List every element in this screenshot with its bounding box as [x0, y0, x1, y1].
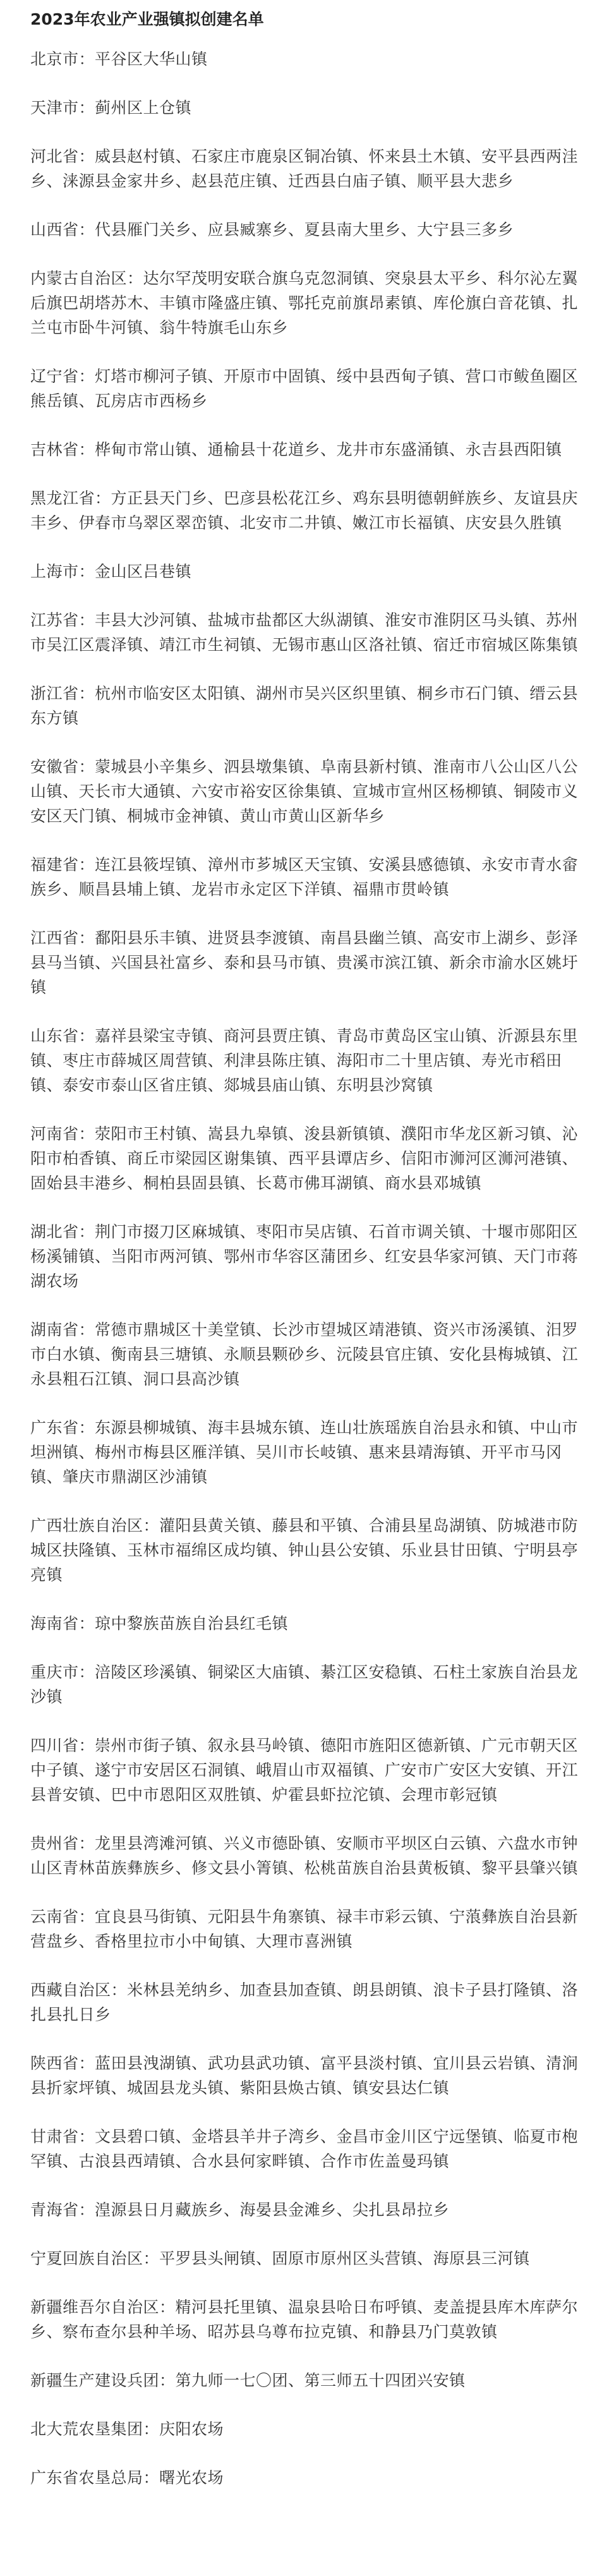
- town-names: 曙光农场: [159, 2469, 224, 2487]
- region-label: 宁夏回族自治区：: [30, 2249, 160, 2268]
- region-label: 广东省：: [30, 1418, 95, 1437]
- region-label: 江苏省：: [30, 611, 95, 629]
- list-item: [30, 1415, 579, 1489]
- list-item: [30, 2198, 579, 2222]
- list-item: [30, 266, 579, 340]
- list-item: [30, 2246, 579, 2271]
- town-names: 嘉祥县梁宝寺镇、商河县贾庄镇、青岛市黄岛区宝山镇、沂源县东里镇、枣庄市薛城区周营镇、利津县陈庄镇、海阳市二十里店镇、寿光市稻田镇、泰安市泰山区省庄镇、郯城县庙山镇、东明县沙窝镇: [30, 1027, 579, 1094]
- list-item: [30, 437, 579, 462]
- list-item: [30, 2368, 579, 2393]
- town-names: 达尔罕茂明安联合旗乌克忽洞镇、突泉县太平乡、科尔沁左翼后旗巴胡塔苏木、丰镇市隆盛庄镇、鄂托克前旗昂素镇、库伦旗白音花镇、扎兰屯市卧牛河镇、翁牛特旗毛山东乡: [30, 269, 579, 337]
- town-names: 琼中黎族苗族自治县红毛镇: [95, 1614, 289, 1633]
- list-item: [30, 2295, 579, 2344]
- region-label: 上海市：: [30, 562, 95, 581]
- region-label: 天津市：: [30, 99, 95, 117]
- region-label: 海南省：: [30, 1614, 95, 1633]
- list-item: [30, 852, 579, 902]
- town-names: 东源县柳城镇、海丰县城东镇、连山壮族瑶族自治县永和镇、中山市坦洲镇、梅州市梅县区雁洋镇、吴川市长岐镇、惠来县靖海镇、开平市马冈镇、肇庆市鼎湖区沙浦镇: [30, 1418, 579, 1486]
- town-names: 荥阳市王村镇、嵩县九皋镇、浚县新镇镇、濮阳市华龙区新习镇、沁阳市柏香镇、商丘市梁园区谢集镇、西平县谭店乡、信阳市浉河区浉河港镇、固始县丰港乡、桐柏县固县镇、长葛市佛耳湖镇、商水县邓城镇: [30, 1125, 579, 1192]
- region-label: 广东省农垦总局：: [30, 2469, 160, 2487]
- region-label: 山东省：: [30, 1027, 95, 1045]
- region-label: 黑龙江省：: [30, 489, 111, 507]
- list-item: [30, 2051, 579, 2100]
- town-names: 庆阳农场: [159, 2420, 224, 2438]
- town-names: 米林县羌纳乡、加查县加查镇、朗县朗镇、浪卡子县打隆镇、洛扎县扎日乡: [30, 1981, 579, 2024]
- town-names: 龙里县湾滩河镇、兴义市德卧镇、安顺市平坝区白云镇、六盘水市钟山区青林苗族彝族乡、修文县小箐镇、松桃苗族自治县黄板镇、黎平县肇兴镇: [30, 1834, 579, 1877]
- list-item: [30, 486, 579, 535]
- region-label: 辽宁省：: [30, 367, 95, 385]
- document-title: 2023年农业产业强镇拟创建名单: [30, 10, 264, 28]
- town-names: 第九师一七〇团、第三师五十四团兴安镇: [175, 2371, 466, 2390]
- town-names: 崇州市街子镇、叙永县马岭镇、德阳市旌阳区德新镇、广元市朝天区中子镇、遂宁市安居区石洞镇、峨眉山市双福镇、广安市广安区大安镇、开江县普安镇、巴中市恩阳区双胜镇、炉霍县虾拉沱镇、会理市彰冠镇: [30, 1736, 579, 1804]
- town-names: 蓟州区上仓镇: [95, 99, 192, 117]
- town-names: 灌阳县黄关镇、藤县和平镇、合浦县星岛湖镇、防城港市防城区扶隆镇、玉林市福绵区成均镇、钟山县公安镇、乐业县甘田镇、宁明县亭亮镇: [30, 1516, 579, 1584]
- list-item: [30, 47, 579, 71]
- town-names: 平谷区大华山镇: [95, 50, 208, 68]
- list-item: [30, 1024, 579, 1098]
- region-label: 重庆市：: [30, 1663, 95, 1681]
- town-names: 鄱阳县乐丰镇、进贤县李渡镇、南昌县幽兰镇、高安市上湖乡、彭泽县马当镇、兴国县社富乡、泰和县马市镇、贵溪市滨江镇、新余市渝水区姚圩镇: [30, 929, 579, 996]
- list-item: [30, 1904, 579, 1954]
- town-names: 桦甸市常山镇、通榆县十花道乡、龙井市东盛涌镇、永吉县西阳镇: [95, 440, 562, 459]
- region-label: 湖南省：: [30, 1321, 95, 1339]
- town-names: 荆门市掇刀区麻城镇、枣阳市吴店镇、石首市调关镇、十堰市郧阳区杨溪铺镇、当阳市两河镇、鄂州市华容区蒲团乡、红安县华家河镇、天门市蒋湖农场: [30, 1223, 579, 1290]
- region-label: 四川省：: [30, 1736, 95, 1755]
- region-label: 北京市：: [30, 50, 95, 68]
- town-names: 丰县大沙河镇、盐城市盐都区大纵湖镇、淮安市淮阴区马头镇、苏州市吴江区震泽镇、靖江市生祠镇、无锡市惠山区洛社镇、宿迁市宿城区陈集镇: [30, 611, 579, 654]
- list-item: [30, 754, 579, 828]
- region-label: 江西省：: [30, 929, 95, 947]
- list-item: [30, 2124, 579, 2174]
- region-label: 内蒙古自治区：: [30, 269, 143, 287]
- town-names: 蒙城县小辛集乡、泗县墩集镇、阜南县新村镇、淮南市八公山区八公山镇、天长市大通镇、六安市裕安区徐集镇、宣城市宣州区杨柳镇、铜陵市义安区天门镇、桐城市金神镇、黄山市黄山区新华乡: [30, 758, 579, 825]
- list-item: [30, 217, 579, 242]
- town-names: 代县雁门关乡、应县臧寨乡、夏县南大里乡、大宁县三多乡: [95, 221, 514, 239]
- region-label: 福建省：: [30, 856, 95, 874]
- region-label: 浙江省：: [30, 684, 95, 703]
- town-names: 涪陵区珍溪镇、铜梁区大庙镇、綦江区安稳镇、石柱土家族自治县龙沙镇: [30, 1663, 579, 1706]
- town-list: [30, 47, 579, 2490]
- town-names: 蓝田县洩湖镇、武功县武功镇、富平县淡村镇、宜川县云岩镇、清涧县折家坪镇、城固县龙头镇、紫阳县焕古镇、镇安县达仁镇: [30, 2054, 579, 2097]
- list-item: [30, 608, 579, 657]
- region-label: 广西壮族自治区：: [30, 1516, 160, 1535]
- list-item: [30, 1733, 579, 1807]
- town-names: 威县赵村镇、石家庄市鹿泉区铜冶镇、怀来县土木镇、安平县西两洼乡、涞源县金家井乡、赵县范庄镇、迁西县白庙子镇、顺平县大悲乡: [30, 147, 579, 190]
- town-names: 杭州市临安区太阳镇、湖州市吴兴区织里镇、桐乡市石门镇、缙云县东方镇: [30, 684, 579, 727]
- list-item: [30, 559, 579, 584]
- region-label: 河北省：: [30, 147, 95, 166]
- town-names: 方正县天门乡、巴彦县松花江乡、鸡东县明德朝鲜族乡、友谊县庆丰乡、伊春市乌翠区翠峦镇、北安市二井镇、嫩江市长福镇、庆安县久胜镇: [30, 489, 579, 532]
- region-label: 云南省：: [30, 1908, 95, 1926]
- town-names: 连江县筱埕镇、漳州市芗城区天宝镇、安溪县感德镇、永安市青水畲族乡、顺昌县埔上镇、龙岩市永定区下洋镇、福鼎市贯岭镇: [30, 856, 579, 898]
- list-item: [30, 95, 579, 120]
- region-label: 新疆维吾尔自治区：: [30, 2298, 176, 2316]
- list-item: [30, 681, 579, 730]
- region-label: 青海省：: [30, 2201, 95, 2219]
- region-label: 新疆生产建设兵团：: [30, 2371, 176, 2390]
- list-item: [30, 2465, 579, 2490]
- town-names: 常德市鼎城区十美堂镇、长沙市望城区靖港镇、资兴市汤溪镇、汨罗市白水镇、衡南县三塘镇、永顺县颗砂乡、沅陵县官庄镇、安化县梅城镇、江永县粗石江镇、洞口县高沙镇: [30, 1321, 579, 1388]
- region-label: 北大荒农垦集团：: [30, 2420, 160, 2438]
- region-label: 河南省：: [30, 1125, 95, 1143]
- list-item: [30, 1978, 579, 2027]
- list-item: [30, 1611, 579, 1636]
- region-label: 山西省：: [30, 221, 95, 239]
- list-item: [30, 1660, 579, 1709]
- town-names: 平罗县头闸镇、固原市原州区头营镇、海原县三河镇: [159, 2249, 530, 2268]
- list-item: [30, 1831, 579, 1880]
- list-item: [30, 364, 579, 413]
- region-label: 甘肃省：: [30, 2127, 95, 2146]
- list-item: [30, 1219, 579, 1293]
- region-label: 陕西省：: [30, 2054, 95, 2072]
- region-label: 安徽省：: [30, 758, 95, 776]
- town-names: 灯塔市柳河子镇、开原市中固镇、绥中县西甸子镇、营口市鲅鱼圈区熊岳镇、瓦房店市西杨乡: [30, 367, 579, 410]
- town-names: 文县碧口镇、金塔县羊井子湾乡、金昌市金川区宁远堡镇、临夏市枹罕镇、古浪县西靖镇、合水县何家畔镇、合作市佐盖曼玛镇: [30, 2127, 579, 2170]
- list-item: [30, 2417, 579, 2441]
- list-item: [30, 144, 579, 193]
- region-label: 湖北省：: [30, 1223, 95, 1241]
- region-label: 西藏自治区：: [30, 1981, 128, 1999]
- town-names: 金山区吕巷镇: [95, 562, 192, 581]
- list-item: [30, 1513, 579, 1587]
- town-names: 精河县托里镇、温泉县哈日布呼镇、麦盖提县库木库萨尔乡、察布查尔县种羊场、昭苏县乌尊布拉克镇、和静县乃门莫敦镇: [30, 2298, 579, 2341]
- town-names: 湟源县日月藏族乡、海晏县金滩乡、尖扎县昂拉乡: [95, 2201, 450, 2219]
- region-label: 吉林省：: [30, 440, 95, 459]
- list-item: [30, 926, 579, 1000]
- town-names: 宜良县马街镇、元阳县牛角寨镇、禄丰市彩云镇、宁蒗彝族自治县新营盘乡、香格里拉市小中甸镇、大理市喜洲镇: [30, 1908, 579, 1950]
- region-label: 贵州省：: [30, 1834, 95, 1853]
- list-item: [30, 1317, 579, 1391]
- list-item: [30, 1122, 579, 1195]
